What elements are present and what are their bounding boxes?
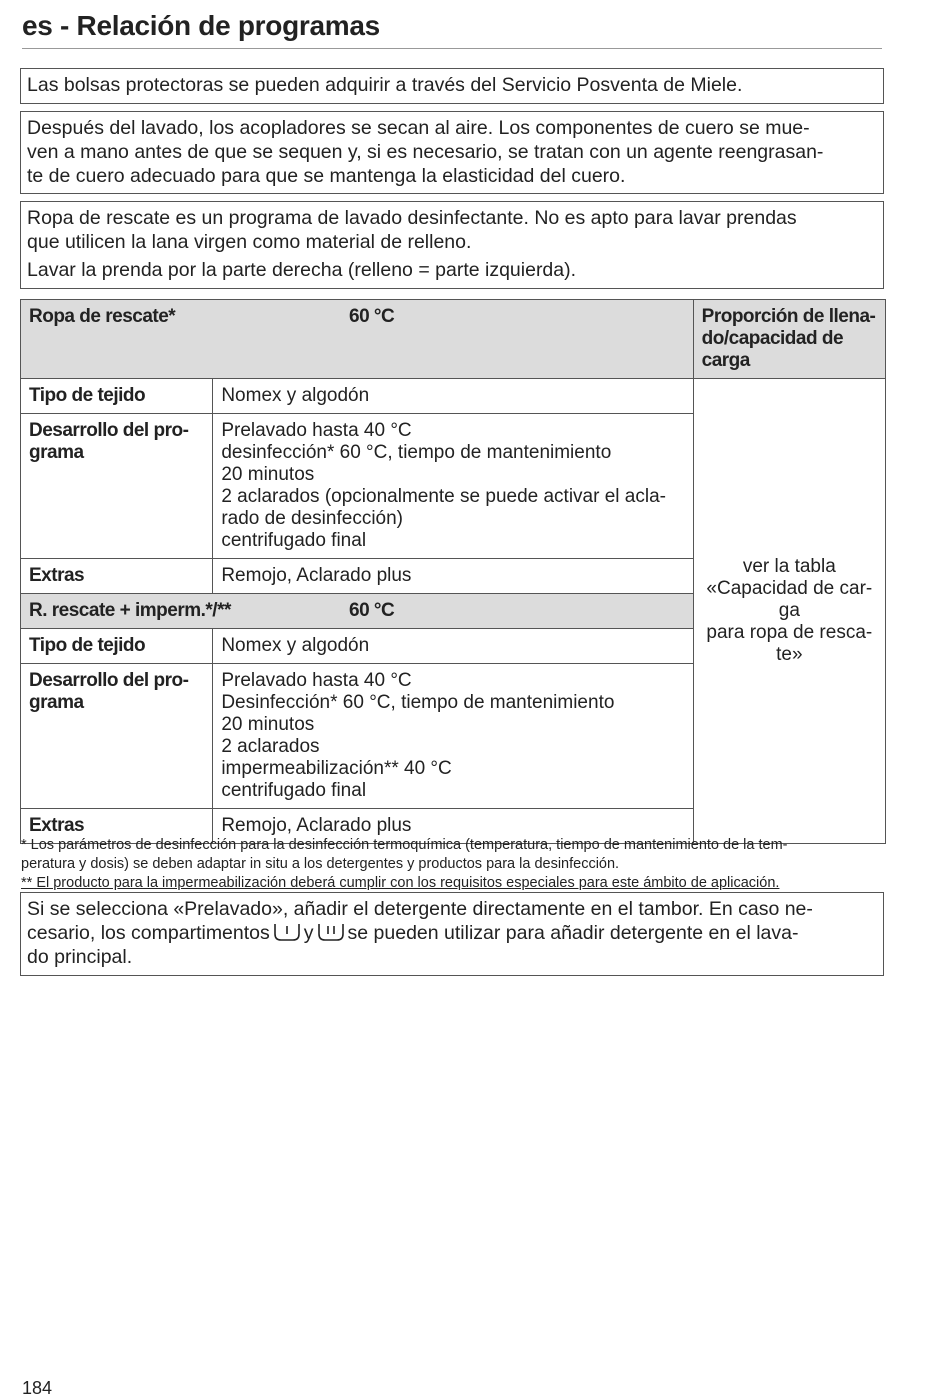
capacity-header: Proporción de llena- do/capacidad de carga [693,300,885,379]
row-value: Prelavado hasta 40 °C Desinfección* 60 °C, tiempo de mantenimiento 20 minutos 2 aclarados impermeabilización** 40 °C centrifugado final [213,664,693,809]
note-text: Después del lavado, los acopladores se secan al aire. Los componentes de cuero se mue- ven a mano antes de que se sequen y, si es necesario, se tratan con un agente reengrasan- te de cuero adecuado para que se mantenga la elasticidad del cuero. [27,117,824,187]
footnotes [21,836,885,893]
row-value: Nomex y algodón [213,629,693,664]
note-text: Las bolsas protectoras se pueden adquirir a través del Servicio Posventa de Miele. [27,74,743,96]
program-table [20,299,886,844]
footnote-2: ** El producto para la impermeabilización deberá cumplir con los requisitos especiales para este ámbito de aplicación. [21,875,780,891]
title-divider [22,48,882,49]
note-text: Lavar la prenda por la parte derecha (relleno = parte izquierda). [27,259,577,281]
program-1-temp: 60 °C [349,306,395,327]
note-text: Ropa de rescate es un programa de lavado desinfectante. No es apto para lavar prendas que utilicen la lana virgen como material de relleno. [27,207,797,253]
compartment-ii-icon [317,923,345,941]
note-rescue-program [20,201,884,289]
prewash-text [27,897,877,969]
compartment-i-icon [273,923,301,941]
row-label: Desarrollo del pro- grama [21,664,213,809]
program-2-header [21,594,694,629]
footnote-1: * Los parámetros de desinfección para la desinfección termoquímica (temperatura, tiempo de mantenimiento de la tem- peratura y dosis) se deben adaptar in situ a los detergentes y productos para la desinfección. [21,837,788,872]
prewash-text-part2: se pueden utilizar para añadir detergente en el lava- do principal. [27,922,799,968]
row-label: Extras [21,559,213,594]
row-label: Extras [21,809,213,844]
program-2-name: R. rescate + imperm.*/** [29,600,231,621]
row-label: Tipo de tejido [21,629,213,664]
row-label: Desarrollo del pro- grama [21,414,213,559]
prewash-text-part1: Si se selecciona «Prelavado», añadir el detergente directamente en el tambor. En caso ne- cesario, los compartimentos [27,898,813,944]
page-title: es - Relación de programas [22,10,380,41]
page-number: 184 [22,1378,53,1398]
note-protective-bags [20,68,884,104]
program-1-name: Ropa de rescate* [29,306,176,327]
table-header-row [21,300,886,379]
row-value: Remojo, Aclarado plus [213,559,693,594]
row-value: Nomex y algodón [213,379,693,414]
program-2-temp: 60 °C [349,600,395,621]
row-label: Tipo de tejido [21,379,213,414]
capacity-value: ver la tabla «Capacidad de car- ga para ropa de resca- te» [693,379,885,844]
program-1-header [21,300,694,379]
note-leather-care [20,111,884,194]
prewash-text-and: y [303,922,314,944]
note-prewash [20,892,884,976]
row-value: Remojo, Aclarado plus [213,809,693,844]
row-value: Prelavado hasta 40 °C desinfección* 60 °C, tiempo de mantenimiento 20 minutos 2 aclarados (opcionalmente se puede activar el acla- rado de desinfección) centrifugado final [213,414,693,559]
table-row [21,379,886,414]
